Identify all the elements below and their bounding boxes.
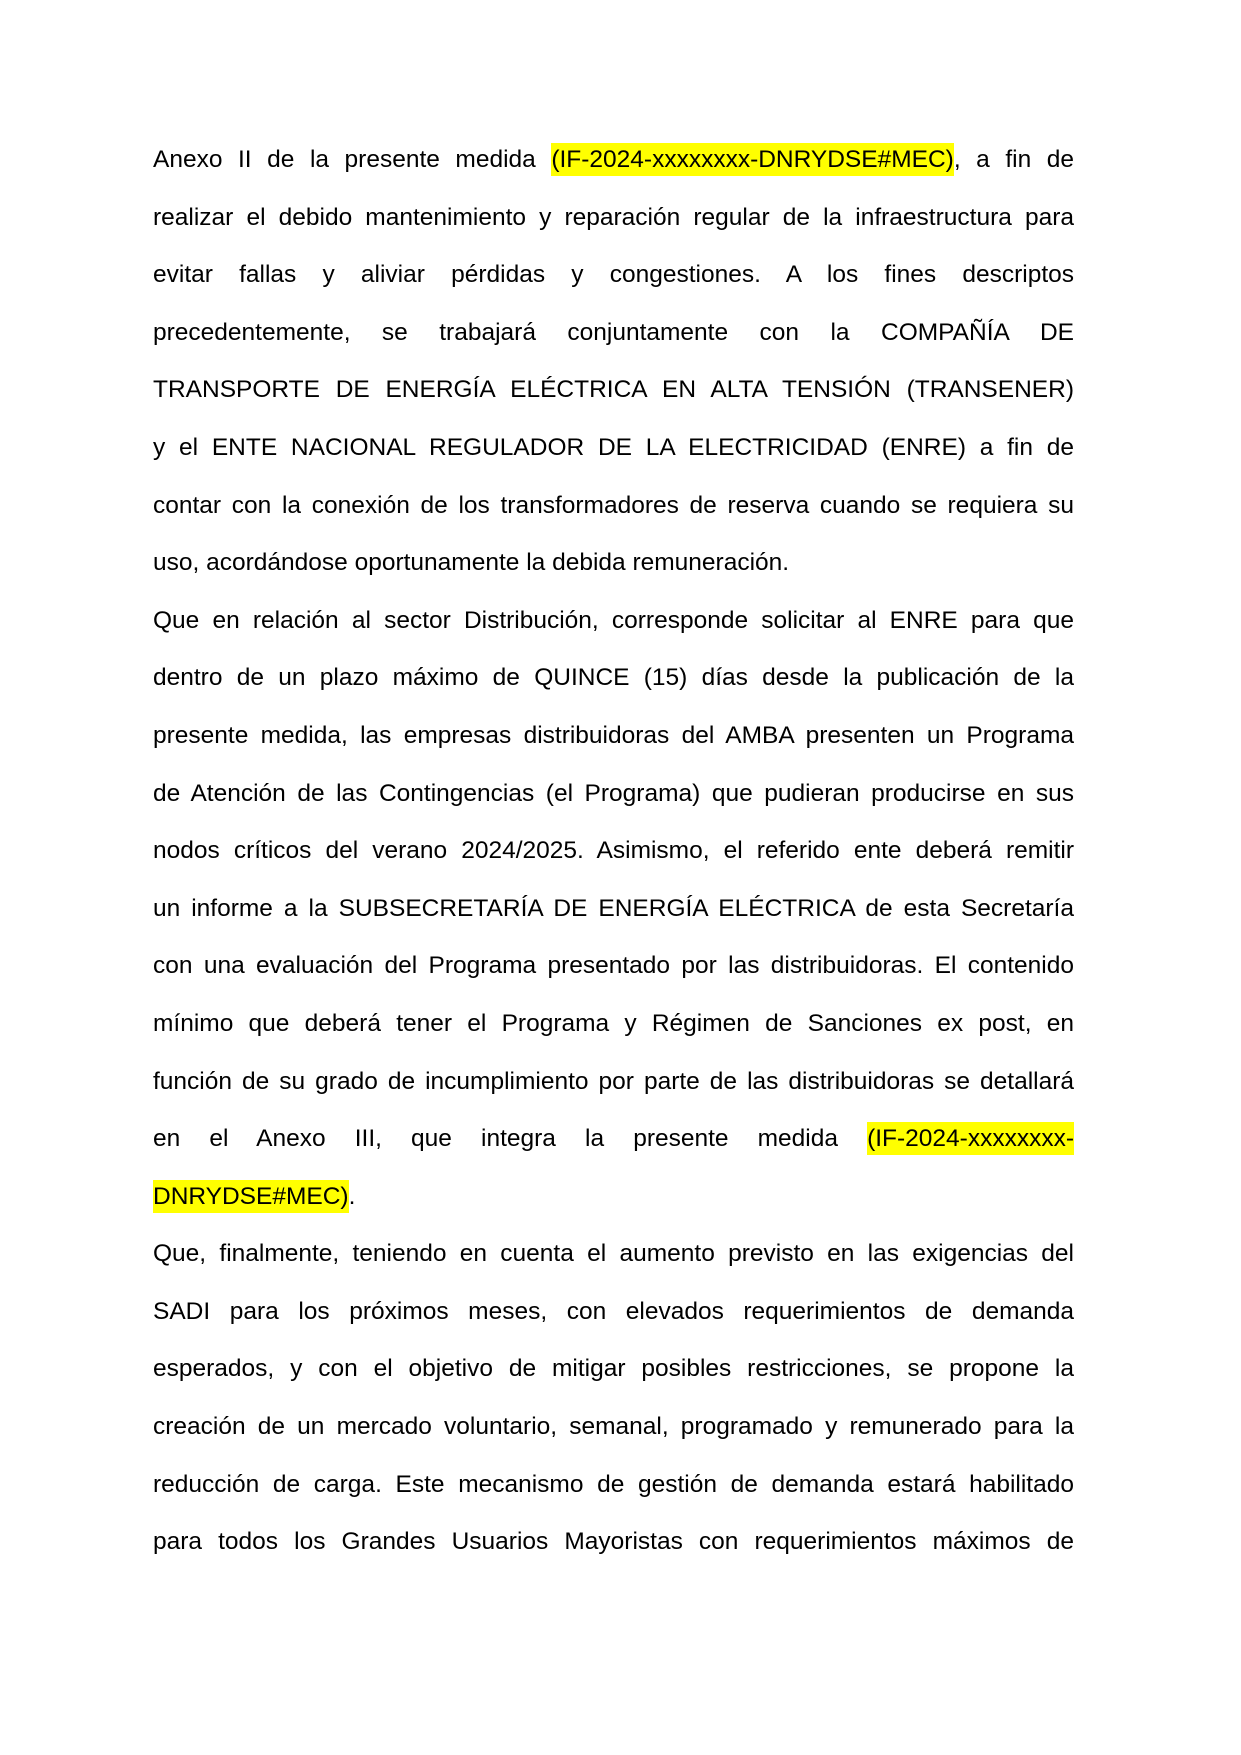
text-line (153, 592, 1074, 650)
text-segment: nodos críticos del verano 2024/2025. Asimismo, el referido ente deberá remitir (153, 837, 1074, 865)
text-segment: para todos los Grandes Usuarios Mayoristas con requerimientos máximos de (153, 1528, 1074, 1556)
text-segment: precedentemente, se trabajará conjuntamente con la COMPAÑÍA DE (153, 318, 1074, 346)
highlighted-text: (IF-2024-xxxxxxxx-DNRYDSE#MEC) (551, 143, 954, 176)
text-line (153, 477, 1074, 535)
text-segment: dentro de un plazo máximo de QUINCE (15) días desde la publicación de la (153, 664, 1074, 692)
text-line (153, 1168, 1074, 1226)
text-line (153, 1398, 1074, 1456)
text-line (153, 765, 1074, 823)
highlighted-text: DNRYDSE#MEC) (153, 1180, 349, 1213)
text-segment: con una evaluación del Programa presentado por las distribuidoras. El contenido (153, 952, 1074, 980)
text-segment: contar con la conexión de los transformadores de reserva cuando se requiera su (153, 491, 1074, 519)
text-segment: TRANSPORTE DE ENERGÍA ELÉCTRICA EN ALTA TENSIÓN (TRANSENER) (153, 376, 1074, 404)
text-line (153, 189, 1074, 247)
text-line (153, 880, 1074, 938)
text-segment: reducción de carga. Este mecanismo de gestión de demanda estará habilitado (153, 1470, 1074, 1498)
text-segment: , a fin de (953, 146, 1074, 173)
text-line (153, 1053, 1074, 1111)
text-line (153, 937, 1074, 995)
text-segment: realizar el debido mantenimiento y reparación regular de la infraestructura para (153, 203, 1074, 231)
text-line (153, 361, 1074, 419)
text-segment: Anexo II de la presente medida (153, 146, 552, 173)
paragraph (153, 592, 1074, 1226)
paragraph (153, 1225, 1074, 1571)
text-segment: función de su grado de incumplimiento por parte de las distribuidoras se detallará (153, 1067, 1074, 1095)
text-segment: esperados, y con el objetivo de mitigar posibles restricciones, se propone la (153, 1355, 1074, 1383)
text-line (153, 707, 1074, 765)
text-segment: y el ENTE NACIONAL REGULADOR DE LA ELECTRICIDAD (ENRE) a fin de (153, 433, 1074, 461)
text-line (153, 995, 1074, 1053)
text-segment: un informe a la SUBSECRETARÍA DE ENERGÍA ELÉCTRICA de esta Secretaría (153, 894, 1074, 922)
text-segment: Que en relación al sector Distribución, corresponde solicitar al ENRE para que (153, 606, 1074, 634)
text-segment: de Atención de las Contingencias (el Programa) que pudieran producirse en sus (153, 779, 1074, 807)
text-segment: creación de un mercado voluntario, semanal, programado y remunerado para la (153, 1413, 1074, 1441)
text-segment: presente medida, las empresas distribuidoras del AMBA presenten un Programa (153, 721, 1074, 749)
text-line (153, 1110, 1074, 1168)
text-line (153, 304, 1074, 362)
text-line (153, 419, 1074, 477)
highlighted-text: (IF-2024-xxxxxxxx- (867, 1122, 1074, 1155)
text-line (153, 1283, 1074, 1341)
text-line (153, 1513, 1074, 1571)
text-line (153, 246, 1074, 304)
text-line (153, 649, 1074, 707)
text-segment: en el Anexo III, que integra la presente medida (153, 1125, 868, 1153)
text-line (153, 534, 1074, 592)
paragraph (153, 131, 1074, 592)
document-text (153, 131, 1074, 1571)
text-segment: SADI para los próximos meses, con elevados requerimientos de demanda (153, 1297, 1074, 1325)
text-segment: mínimo que deberá tener el Programa y Régimen de Sanciones ex post, en (153, 1009, 1074, 1037)
text-segment: uso, acordándose oportunamente la debida remuneración. (153, 549, 790, 577)
text-line (153, 1340, 1074, 1398)
text-segment: . (348, 1182, 356, 1210)
text-segment: evitar fallas y aliviar pérdidas y congestiones. A los fines descriptos (153, 261, 1074, 289)
text-segment: Que, finalmente, teniendo en cuenta el aumento previsto en las exigencias del (153, 1240, 1074, 1268)
text-line (153, 822, 1074, 880)
text-line (153, 1456, 1074, 1514)
text-line (153, 1225, 1074, 1283)
text-line (153, 131, 1074, 189)
